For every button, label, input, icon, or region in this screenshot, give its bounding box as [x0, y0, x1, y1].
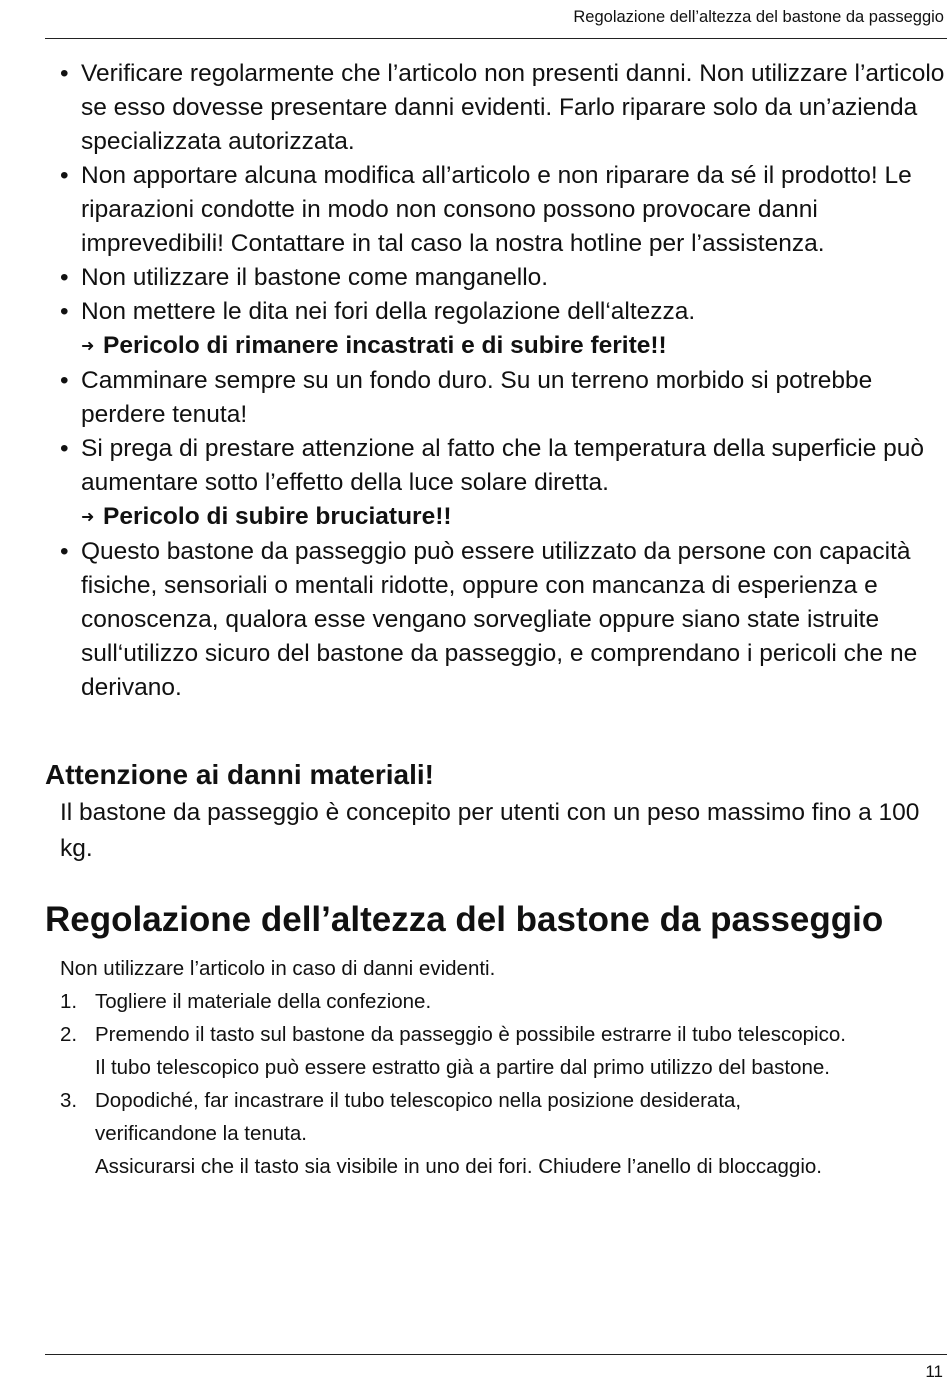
safety-bullet: [60, 432, 945, 535]
bullet-marker: •: [60, 538, 69, 565]
step-text: verificandone la tenuta.: [95, 1122, 307, 1145]
bullet-text: Questo bastone da passeggio può essere utilizzato da persone con capacità fisiche, sensoriali o mentali ridotte, oppure con mancanza di esperienza e conoscenza, qualora esse vengano sorvegliate oppure siano state istruite sull‘utilizzo sicuro del bastone da passeggio, e comprendano i pericoli che ne derivano.: [81, 538, 918, 701]
material-damage-text: Il bastone da passeggio è concepito per utenti con un peso massimo fino a 100 kg.: [60, 799, 920, 862]
safety-bullet-list: [60, 57, 945, 705]
step-number: 2.: [60, 1023, 78, 1046]
bullet-text: Non mettere le dita nei fori della regolazione dell‘altezza.: [81, 298, 696, 325]
step-text: Togliere il materiale della confezione.: [95, 990, 432, 1013]
safety-bullet: [60, 159, 945, 261]
step-number: 1.: [60, 990, 78, 1013]
arrow-right-icon: ➜: [81, 509, 95, 526]
bullet-marker: •: [60, 367, 69, 394]
step-number: 3.: [60, 1089, 78, 1112]
warning-text: Pericolo di subire bruciature!!: [103, 503, 452, 530]
bullet-marker: •: [60, 162, 69, 189]
section-intro: Non utilizzare l’articolo in caso di danni evidenti.: [60, 957, 496, 980]
bullet-marker: •: [60, 435, 69, 462]
safety-bullet: [60, 535, 945, 705]
bullet-text: Non apportare alcuna modifica all’articolo e non riparare da sé il prodotto! Le riparazioni condotte in modo non consono possono provocare danni imprevedibili! Contattare in tal caso la nostra hotline per l’assistenza.: [81, 162, 912, 257]
bullet-text: Si prega di prestare attenzione al fatto che la temperatura della superficie può aumentare sotto l’effetto della luce solare diretta.: [81, 435, 925, 496]
safety-bullet: [60, 57, 945, 159]
page-number: 11: [925, 1362, 943, 1381]
running-header: Regolazione dell’altezza del bastone da passeggio: [573, 8, 944, 26]
bullet-text: Camminare sempre su un fondo duro. Su un terreno morbido si potrebbe perdere tenuta!: [81, 367, 873, 428]
header-rule: [45, 38, 947, 39]
injury-warning: [81, 329, 945, 364]
bullet-text: Verificare regolarmente che l’articolo non presenti danni. Non utilizzare l’articolo se esso dovesse presentare danni evidenti. Farlo riparare solo da un’azienda specializzata autorizzata.: [81, 60, 945, 155]
section-title: Regolazione dell’altezza del bastone da passeggio: [45, 900, 884, 939]
warning-text: Pericolo di rimanere incastrati e di subire ferite!!: [103, 332, 667, 359]
step-text: Dopodiché, far incastrare il tubo telescopico nella posizione desiderata,: [95, 1089, 742, 1112]
bullet-marker: •: [60, 264, 69, 291]
step-item: [60, 1084, 945, 1183]
arrow-right-icon: ➜: [81, 338, 95, 355]
bullet-marker: •: [60, 60, 69, 87]
steps-list: [60, 985, 945, 1183]
burn-warning: [81, 500, 945, 535]
step-text: Assicurarsi che il tasto sia visibile in uno dei fori. Chiudere l’anello di bloccaggio.: [95, 1155, 822, 1178]
step-text: Premendo il tasto sul bastone da passeggio è possibile estrarre il tubo telescopico.: [95, 1023, 846, 1046]
bullet-marker: •: [60, 298, 69, 325]
material-damage-heading: Attenzione ai danni materiali!: [45, 759, 434, 790]
safety-bullet: [60, 295, 945, 364]
step-item: [60, 1018, 945, 1084]
safety-bullet: [60, 364, 945, 432]
step-text: Il tubo telescopico può essere estratto già a partire dal primo utilizzo del bastone.: [95, 1056, 830, 1079]
step-item: [60, 985, 945, 1018]
bullet-text: Non utilizzare il bastone come manganello.: [81, 264, 549, 291]
footer-rule: [45, 1354, 947, 1355]
safety-bullet: [60, 261, 945, 295]
